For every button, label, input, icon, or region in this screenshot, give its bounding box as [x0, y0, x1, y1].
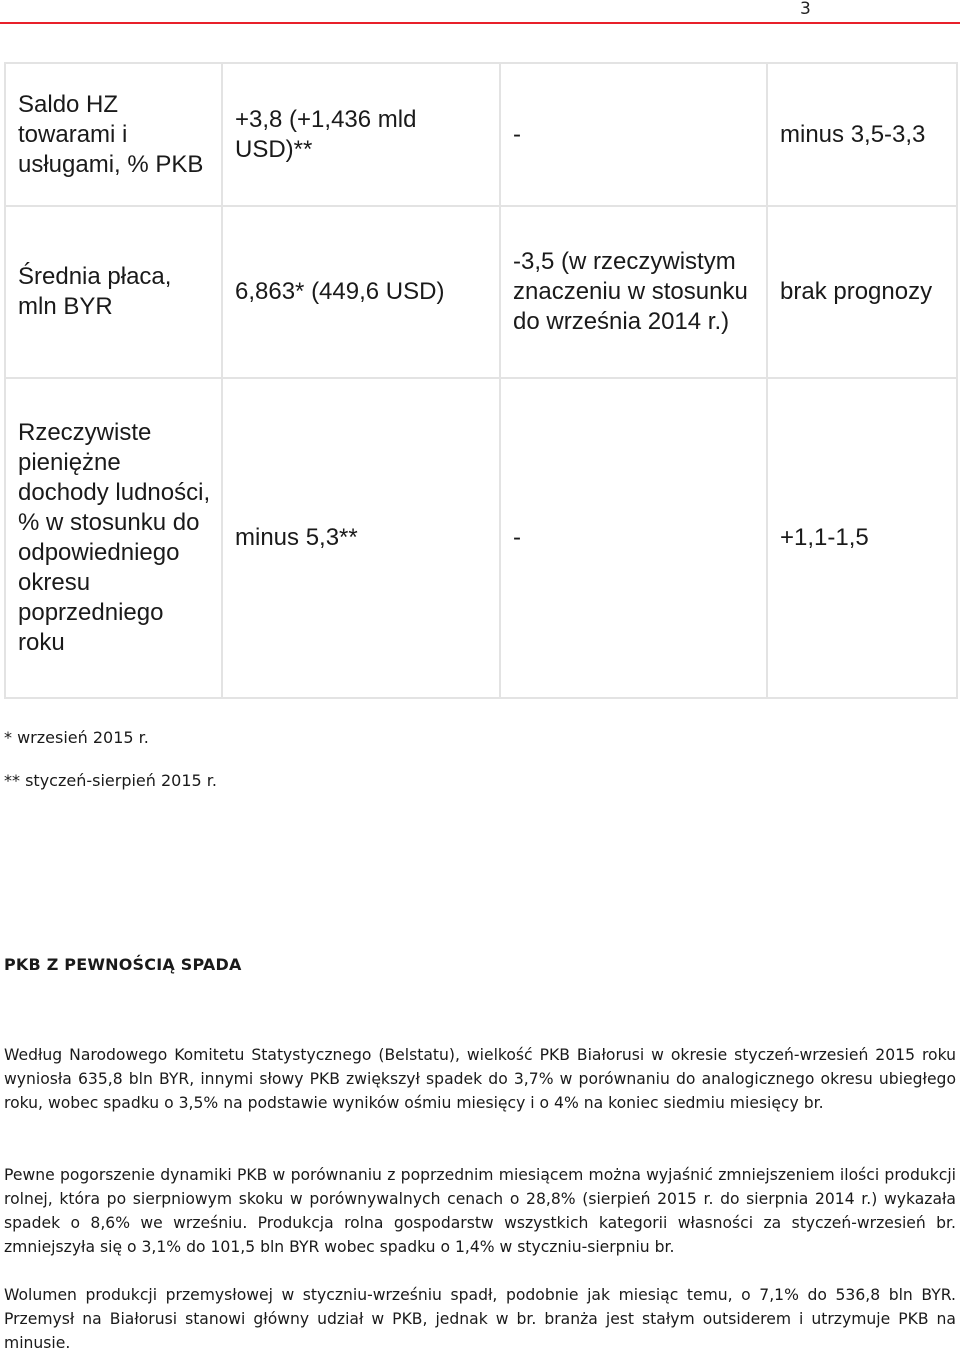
table-cell-forecast: +1,1-1,5 — [767, 378, 957, 698]
footnote: * wrzesień 2015 r. — [4, 728, 149, 747]
table-row — [5, 378, 957, 698]
table-cell-value: 6,863* (449,6 USD) — [222, 206, 500, 378]
page-header — [0, 0, 960, 24]
page-number: 3 — [800, 0, 811, 19]
body-paragraph: Pewne pogorszenie dynamiki PKB w porównaniu z poprzednim miesiącem można wyjaśnić zmniejszeniem ilości produkcji rolnej, która po sierpniowym skoku w porównywalnych cenach o 28,8% (sierpień 2015 r. do sierpnia 2014 r.) wykazała spadek o 8,6% we wrześniu. Produkcja rolna gospodarstw wszystkich kategorii własności za styczeń-wrzesień br. zmniejszyła się o 3,1% do 101,5 bln BYR wobec spadku o 1,4% w styczniu-sierpniu br. — [4, 1166, 956, 1256]
table-cell-label: Rzeczywiste pieniężne dochody ludności, % w stosunku do odpowiedniego okresu poprzedniego roku — [5, 378, 222, 698]
table-cell-forecast: brak prognozy — [767, 206, 957, 378]
economic-indicators-table — [4, 62, 958, 699]
section-heading: PKB Z PEWNOŚCIĄ SPADA — [4, 955, 242, 974]
table-cell-value: +3,8 (+1,436 mld USD)** — [222, 63, 500, 206]
footnote: ** styczeń-sierpień 2015 r. — [4, 771, 217, 790]
table-cell-label: Saldo HZ towarami i usługami, % PKB — [5, 63, 222, 206]
table-cell-label: Średnia płaca, mln BYR — [5, 206, 222, 378]
table-cell-forecast: minus 3,5-3,3 — [767, 63, 957, 206]
table-row — [5, 206, 957, 378]
table-cell-value: minus 5,3** — [222, 378, 500, 698]
table-cell-value: - — [500, 63, 767, 206]
body-paragraph: Wolumen produkcji przemysłowej w styczniu-wrześniu spadł, podobnie jak miesiąc temu, o 7,1% do 536,8 bln BYR. Przemysł na Białorusi stanowi główny udział w PKB, jednak w br. branża jest stałym outsiderem i utrzymuje PKB na minusie. — [4, 1286, 956, 1352]
table-cell-value: -3,5 (w rzeczywistym znaczeniu w stosunku do września 2014 r.) — [500, 206, 767, 378]
body-paragraph: Według Narodowego Komitetu Statystycznego (Belstatu), wielkość PKB Białorusi w okresie styczeń-wrzesień 2015 roku wyniosła 635,8 bln BYR, innymi słowy PKB zwiększył spadek do 3,7% w porównaniu do analogicznego okresu ubiegłego roku, wobec spadku o 3,5% na podstawie wyników ośmiu miesięcy i o 4% na koniec siedmiu miesięcy br. — [4, 1046, 956, 1112]
table-cell-value: - — [500, 378, 767, 698]
table-row — [5, 63, 957, 206]
